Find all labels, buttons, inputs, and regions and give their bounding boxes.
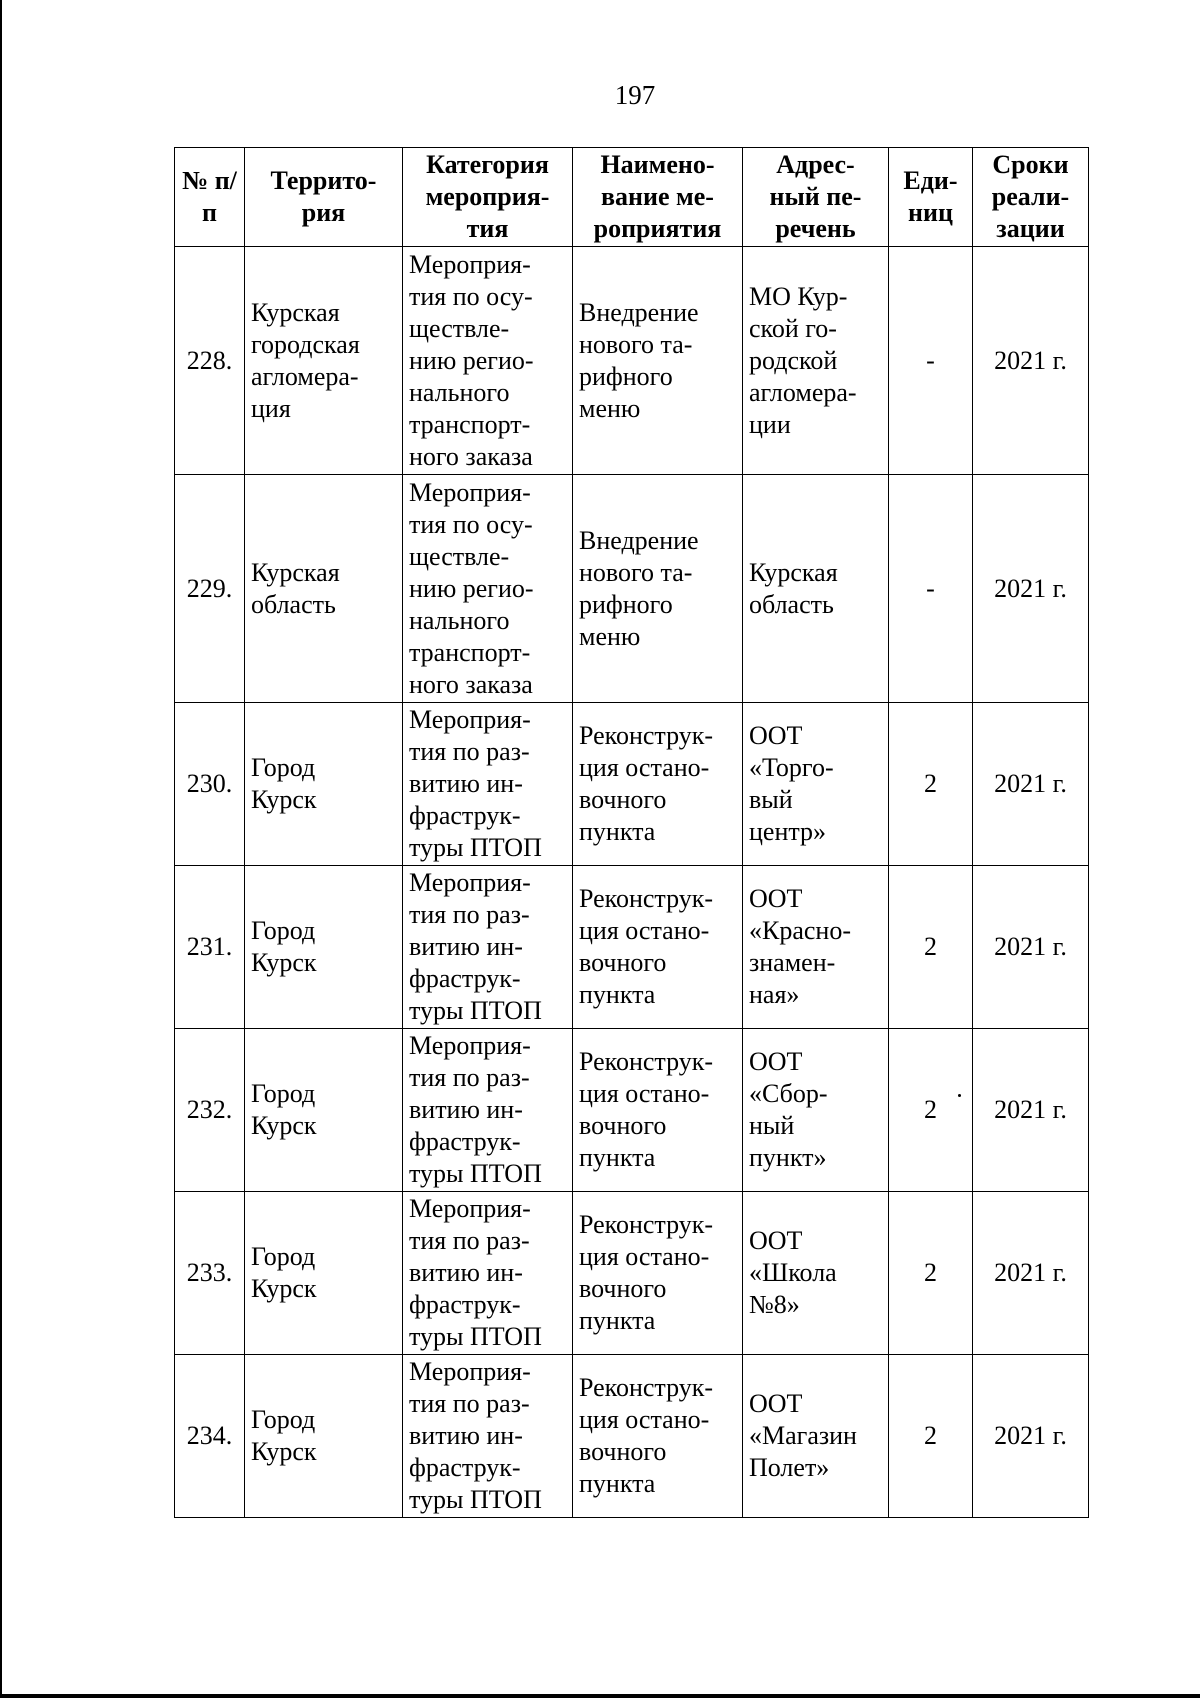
header-category: Категория мероприя- тия [403, 148, 573, 247]
header-row [175, 148, 1089, 247]
territory-cell: Город Курск [245, 1355, 403, 1518]
row-number: 233. [175, 1192, 245, 1355]
term-cell: 2021 г. [973, 247, 1089, 475]
header-measure-name: Наимено- вание ме- роприятия [573, 148, 743, 247]
header-units: Еди- ниц [889, 148, 973, 247]
table-row [175, 1192, 1089, 1355]
measure-name-cell: Реконструк- ция остано- вочного пункта [573, 1355, 743, 1518]
term-cell: 2021 г. [973, 1355, 1089, 1518]
units-cell: 2 [889, 1192, 973, 1355]
address-cell: МО Кур- ской го- родской агломера- ции [743, 247, 889, 475]
row-number: 234. [175, 1355, 245, 1518]
address-cell: ООТ «Красно- знамен- ная» [743, 866, 889, 1029]
measure-name-cell: Реконструк- ция остано- вочного пункта [573, 1029, 743, 1192]
territory-cell: Город Курск [245, 866, 403, 1029]
scan-left-border [0, 0, 2, 1698]
header-term: Сроки реали- зации [973, 148, 1089, 247]
header-address-list: Адрес- ный пе- речень [743, 148, 889, 247]
territory-cell: Город Курск [245, 1192, 403, 1355]
measure-name-cell: Внедрение нового та- рифного меню [573, 475, 743, 703]
term-cell: 2021 г. [973, 703, 1089, 866]
term-cell: 2021 г. [973, 1029, 1089, 1192]
table-row [175, 1355, 1089, 1518]
row-number: 231. [175, 866, 245, 1029]
table-header [175, 148, 1089, 247]
category-cell: Мероприя- тия по осу- ществле- нию регио- нального транспорт- ного заказа [403, 475, 573, 703]
term-cell: 2021 г. [973, 475, 1089, 703]
measure-name-cell: Реконструк- ция остано- вочного пункта [573, 703, 743, 866]
territory-cell: Курская область [245, 475, 403, 703]
header-territory: Террито- рия [245, 148, 403, 247]
header-number: № п/п [175, 148, 245, 247]
category-cell: Мероприя- тия по раз- витию ин- фраструк- туры ПТОП [403, 866, 573, 1029]
row-number: 229. [175, 475, 245, 703]
table-row [175, 475, 1089, 703]
address-cell: ООТ «Сбор- ный пункт» [743, 1029, 889, 1192]
measure-name-cell: Внедрение нового та- рифного меню [573, 247, 743, 475]
table-row [175, 247, 1089, 475]
category-cell: Мероприя- тия по раз- витию ин- фраструк- туры ПТОП [403, 1355, 573, 1518]
table-row [175, 1029, 1089, 1192]
territory-cell: Город Курск [245, 703, 403, 866]
table-body [175, 247, 1089, 1518]
scan-bottom-border [0, 1694, 1200, 1698]
address-cell: Курская область [743, 475, 889, 703]
measure-name-cell: Реконструк- ция остано- вочного пункта [573, 1192, 743, 1355]
units-cell: - [889, 475, 973, 703]
address-cell: ООТ «Школа №8» [743, 1192, 889, 1355]
category-cell: Мероприя- тия по осу- ществле- нию регио- нального транспорт- ного заказа [403, 247, 573, 475]
measures-table [174, 147, 1089, 1518]
units-cell: 2 [889, 866, 973, 1029]
units-cell: 2 [889, 703, 973, 866]
table-row [175, 703, 1089, 866]
term-cell: 2021 г. [973, 866, 1089, 1029]
measure-name-cell: Реконструк- ция остано- вочного пункта [573, 866, 743, 1029]
units-cell: 2 [889, 1029, 973, 1192]
territory-cell: Курская городская агломера- ция [245, 247, 403, 475]
row-number: 228. [175, 247, 245, 475]
units-cell: 2 [889, 1355, 973, 1518]
term-cell: 2021 г. [973, 1192, 1089, 1355]
category-cell: Мероприя- тия по раз- витию ин- фраструк- туры ПТОП [403, 1029, 573, 1192]
category-cell: Мероприя- тия по раз- витию ин- фраструк- туры ПТОП [403, 1192, 573, 1355]
category-cell: Мероприя- тия по раз- витию ин- фраструк- туры ПТОП [403, 703, 573, 866]
table-row [175, 866, 1089, 1029]
address-cell: ООТ «Магазин Полет» [743, 1355, 889, 1518]
row-number: 232. [175, 1029, 245, 1192]
territory-cell: Город Курск [245, 1029, 403, 1192]
address-cell: ООТ «Торго- вый центр» [743, 703, 889, 866]
scan-speck [958, 1094, 961, 1097]
page-number: 197 [614, 80, 656, 110]
units-cell: - [889, 247, 973, 475]
row-number: 230. [175, 703, 245, 866]
